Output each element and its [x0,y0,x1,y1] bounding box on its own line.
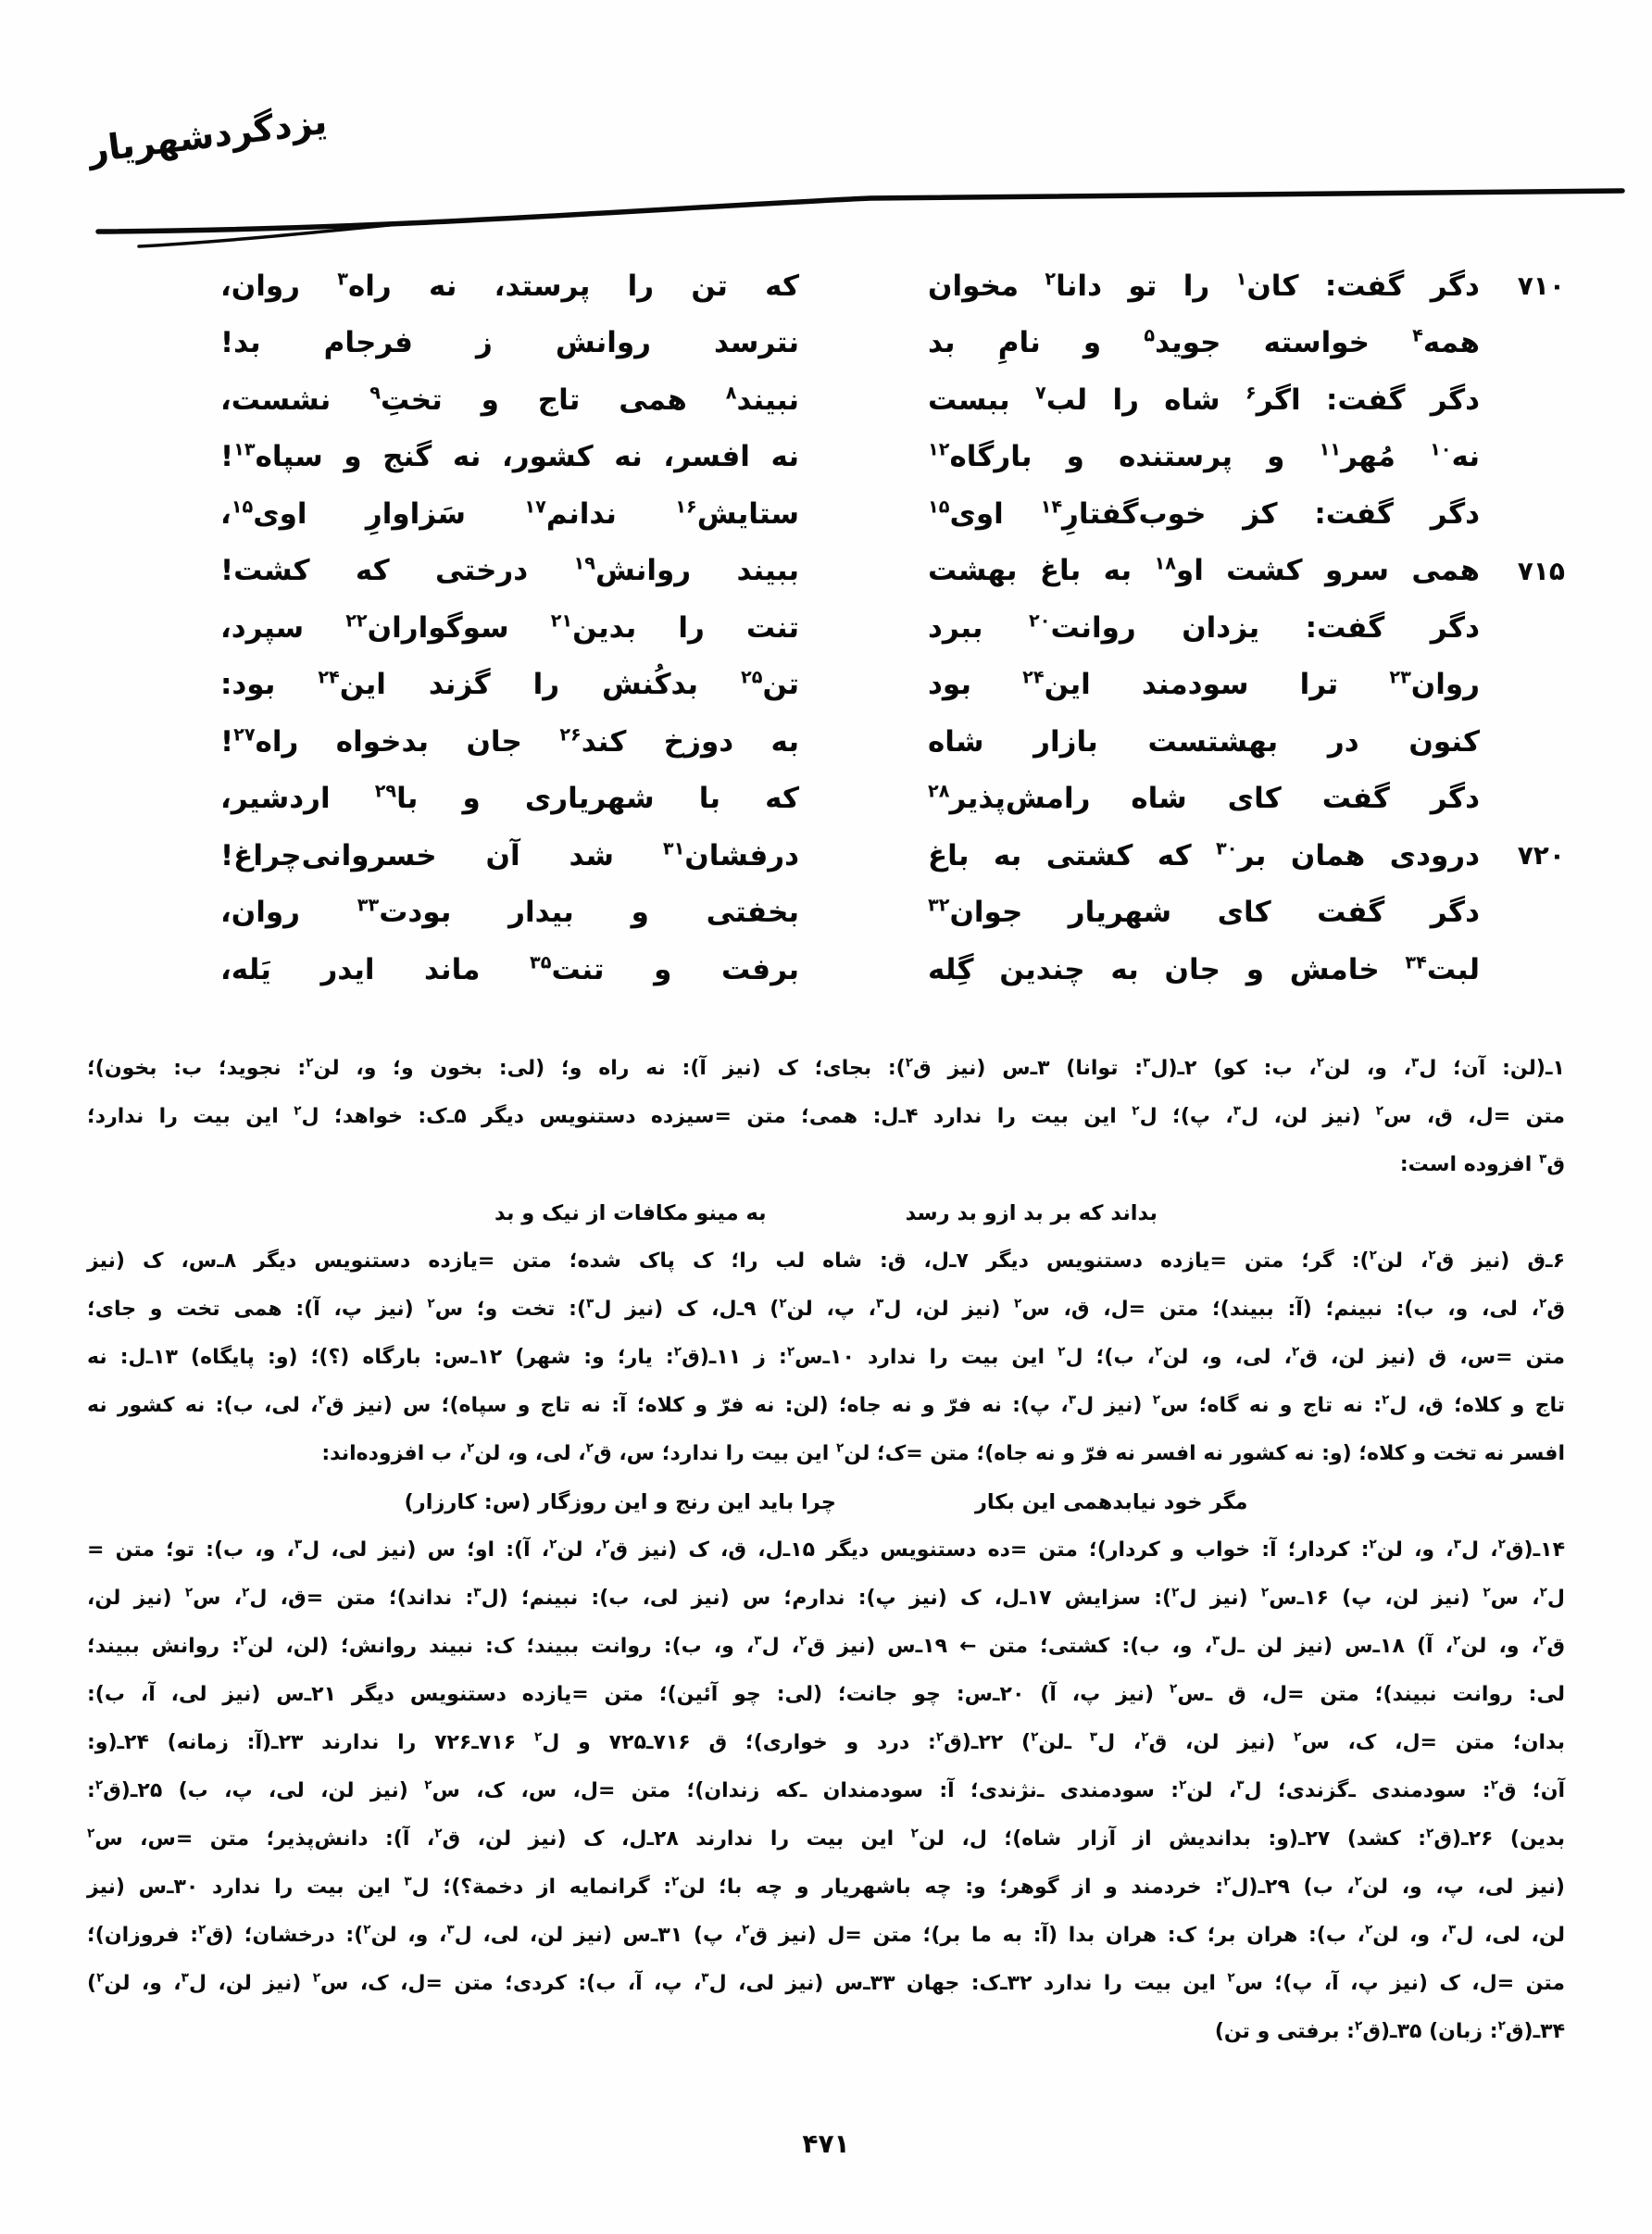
added-verse-second-hemistich: به مینو مکافات از نیک و بد [494,1201,767,1225]
footnote-line: ق$^۳$ افزوده است: [1399,1151,1565,1176]
footnote-added-verse [87,1189,1565,1237]
footnote-line: متن =ل، ق، س$^۲$ (نیز لن، ل$^۳$، پ)؛ ل$^۲$ این بیت را ندارد ۴ـ‌ل: همی؛ متن =سیزده دستنویس دیگر ۵ـ‌ک: خواهد؛ ل$^۲$ این بیت را ندارد؛ [87,1103,1565,1128]
footnote-line: آن؛ ق$^۲$: سودمندی ـ‌گزندی؛ ل$^۳$، لن$^۲$: سودمندی ـ‌نژندی؛ آ: سودمندان ـ‌که زندان)؛ متن =ل، س، ک، س$^۲$ (نیز لن، لی، پ، ب) ۲۵ـ(ق$^۲$: [87,1777,1566,1802]
second-hemistich: برفت و تنت$^{۳۵}$ ماند ایدر یَله، [220,951,799,986]
footnote-line: افسر نه تخت و کلاه؛ (و: نه کشور نه افسر نه فرّ و نه جاه)؛ متن =ک؛ لن$^۲$ این بیت را ندارد؛ س، ق$^۲$، لی، و، لن$^۲$، ب افزوده‌اند: [321,1440,1565,1465]
poem [220,257,1565,998]
footnote-line: متن =س، ق (نیز لن، ق$^۲$، لی، و، لن$^۲$، ب)؛ ل$^۲$ این بیت را ندارد ۱۰ـ‌س$^۲$: ز ۱۱ـ(ق$^۲$: یار؛ و: شهر) ۱۲ـ‌س: بارگاه (؟)؛ (و: پایگاه) ۱۳ـ‌ل: نه [87,1344,1565,1369]
first-hemistich: لبت$^{۳۴}$ خامش و جان به چندین گِله [928,951,1480,986]
verse-number: ۷۲۰ [1517,840,1565,872]
footnote-line: بدین) ۲۶ـ(ق$^۲$: کشد) ۲۷ـ(و: بداندیش از آزار شاه)؛ ل، لن$^۲$ این بیت را ندارند ۲۸ـ‌ل، ک (نیز لن، ق$^۲$، آ): دانش‌پذیر؛ متن =س، س$^۲$ [87,1826,1566,1851]
first-hemistich: دگر گفت کای شهریار جوان$^{۳۲}$ [928,894,1480,930]
second-hemistich: تنت را بدین$^{۲۱}$ سوگواران$^{۲۲}$ سپرد، [220,609,799,645]
second-hemistich: تن$^{۲۵}$ بدکُنش را گزند این$^{۲۴}$ بود: [220,666,799,702]
page-number: ۴۷۱ [802,2128,850,2159]
second-hemistich: که تن را پرستد، نه راه$^۳$ روان، [220,268,799,303]
verse-row [220,371,1565,429]
footnote-added-verse [87,1478,1565,1526]
verse-row [220,941,1565,998]
first-hemistich: دگر گفت کای شاه رامش‌پذیر$^{۲۸}$ [928,780,1480,816]
footnote-line: ۳۴ـ(ق$^۲$: زبان) ۳۵ـ(ق$^۲$: برفتی و تن) [1214,2018,1565,2043]
added-verse-first-hemistich: بداند که بر بد ازو بد رسد [905,1201,1158,1225]
verse-row [220,599,1565,657]
first-hemistich: دگر گفت: کز خوب‌گفتارِ$^{۱۴}$ اوی$^{۱۵}$ [928,496,1481,531]
second-hemistich: ستایش$^{۱۶}$ ندانم$^{۱۷}$ سَزاوارِ اوی$^{۱۵}$، [220,496,799,531]
first-hemistich: کنون در بهشتست بازار شاه [928,724,1480,759]
footnote-line: (نیز لی، پ، و، لن$^۲$، ب) ۲۹ـ(ل$^۲$: خردمند و از گوهر؛ و: چه باشهریار و چه با؛ لن$^۲$: گرانمایه از دخمة؟)؛ ل$^۳$ این بیت را ندارد ۳۰ـ‌س (نیز [87,1874,1565,1899]
footnote-line: ۶ـ‌ق (نیز ق$^۲$، لن$^۲$): گر؛ متن =یازده دستنویس دیگر ۷ـ‌ل، ق: شاه لب را؛ ک پاک شده؛ متن =یازده دستنویس دیگر ۸ـ‌س، ک (نیز [87,1248,1565,1273]
first-hemistich: دگر گفت: اگر$^۶$ شاه را لب$^۷$ ببست [928,382,1481,417]
verse-row [220,657,1565,714]
added-verse-second-hemistich: چرا باید این رنج و این روزگار (س: کارزار) [404,1490,836,1514]
first-hemistich: همی سرو کشت او$^{۱۸}$ به باغ بهشت [928,552,1480,588]
verse-number: ۷۱۵ [1517,555,1565,586]
verse-row [220,429,1565,486]
verse-number: ۷۱۰ [1517,270,1565,302]
second-hemistich: نترسد روانش ز فرجام بد! [220,326,799,360]
first-hemistich: دگر گفت: یزدان روانت$^{۲۰}$ ببرد [928,609,1480,645]
footnote-line: ۱ـ(لن: آن؛ ل$^۳$، و، لن$^۲$، ب: کو) ۲ـ(ل$^۳$: توانا) ۳ـ‌س (نیز ق$^۲$): بجای؛ ک (نیز آ): نه راه و؛ (لی: بخون و؛ و، لن$^۲$: نجوید؛ ب: بخون)؛ [87,1055,1565,1080]
second-hemistich: بخفتی و بیدار بودت$^{۳۳}$ روان، [220,894,799,930]
footnote-line: متن =ل، ک (نیز پ، آ، پ)؛ س$^۲$ این بیت را ندارد ۳۲ـ‌ک: جهان ۳۳ـ‌س (نیز لی، ل$^۳$، پ، آ، ب): کردی؛ متن =ل، ک، س$^۲$ (نیز لن، ل$^۳$، و، لن$^۲$) [87,1970,1565,1995]
second-hemistich: نه افسر، نه کشور، نه گنج و سپاه$^{۱۳}$! [220,438,799,474]
first-hemistich: همه$^۴$ خواسته جوید$^۵$ و نامِ بد [928,324,1480,360]
first-hemistich: درودی همان بر$^{۳۰}$ که کشتی به باغ [928,837,1481,872]
second-hemistich: که با شهریاری و با$^{۲۹}$ اردشیر، [220,780,799,816]
second-hemistich: به دوزخ کند$^{۲۶}$ جان بدخواه راه$^{۲۷}$! [220,723,799,759]
first-hemistich: روان$^{۲۳}$ ترا سودمند این$^{۲۴}$ بود [928,666,1480,702]
footnote-line: ۱۴ـ(ق$^۲$، ل$^۳$، و، لن$^۲$: کردار؛ آ: خواب و کردار)؛ متن =ده دستنویس دیگر ۱۵ـ‌ل، ق، ک (نیز ق$^۲$، لن$^۲$، آ): او؛ س (نیز لی، ل$^۳$، و، ب): تو؛ متن = [87,1537,1565,1562]
first-hemistich: نه$^{۱۰}$ مُهر$^{۱۱}$ و پرستنده و بارگاه$^{۱۲}$ [928,438,1480,474]
verse-row [220,543,1565,600]
verse-row [220,257,1565,315]
verse-row [220,315,1565,372]
second-hemistich: درفشان$^{۳۱}$ شد آن خسروانی‌چراغ! [220,837,799,872]
added-verse-first-hemistich: مگر خود نیابدهمی این بکار [974,1490,1248,1514]
footnote-line: ق$^۲$، و، لن$^۲$، آ) ۱۸ـ‌س (نیز لن ـ‌ل$^۳$، و، ب): کشتی؛ متن ← ۱۹ـ‌س (نیز ق$^۲$، ل$^۳$، و، ب): روانت ببیند؛ ک: نبیند روانش؛ (لن، لن$^۲$: روانش ببیند؛ [87,1633,1565,1658]
second-hemistich: ببیند روانش$^{۱۹}$ درختی که کشت! [220,552,799,588]
footnote-line: ل$^۲$، س$^۲$ (نیز لن، پ) ۱۶ـ‌س$^۲$ (نیز ل$^۲$): سزایش ۱۷ـ‌ل، ک (نیز پ): ندارم؛ س (نیز لی، ب): نبینم؛ (ل$^۳$: نداند)؛ متن =ق، ل$^۲$، س$^۲$ (نیز لن، [87,1585,1566,1610]
verse-row [220,485,1565,543]
first-hemistich: دگر گفت: کان$^۱$ را تو دانا$^۲$ مخوان [928,268,1480,303]
second-hemistich: نبیند$^۸$ همی تاج و تختِ$^۹$ نشست، [220,382,799,417]
verse-row [220,771,1565,828]
footnotes [87,1045,1565,2056]
verse-row [220,713,1565,771]
footnote-line: ق$^۲$، لی، و، ب): نبینم؛ (آ: ببیند)؛ متن =ل، ق، س$^۲$ (نیز لن، ل$^۳$، پ، لن$^۲$) ۹ـ‌ل، ک (نیز ل$^۳$): تخت و؛ س$^۲$ (نیز پ، آ): همی تخت و جای؛ [87,1296,1566,1321]
verse-row [220,827,1565,885]
footnote-line: تاج و کلاه؛ ق، ل$^۲$: نه تاج و نه گاه؛ س$^۲$ (نیز ل$^۳$، پ): نه فرّ و نه جاه؛ (لن: نه فرّ و کلاه؛ آ: نه تاج و سپاه)؛ س (نیز ق$^۲$، لی، ب): نه کشور نه [87,1392,1565,1417]
footnote-line: بدان؛ متن =ل، ک، س$^۲$ (نیز لن، ق$^۲$، ل$^۳$ ـ‌لن$^۲$) ۲۲ـ(ق$^۲$: درد و خواری)؛ ق ۷۱۶ـ۷۲۵ و ل$^۲$ ۷۱۶ـ۷۲۶ را ندارند ۲۳ـ(آ: زمانه) ۲۴ـ(و: [87,1729,1565,1754]
running-head-title: یزدگردشهریار [85,100,330,170]
verse-row [220,885,1565,942]
footnote-line: لی: روانت نبیند)؛ متن =ل، ق ـ‌س$^۲$ (نیز پ، آ) ۲۰ـ‌س: چو جانت؛ (لی: چو آئین)؛ متن =یازده دستنویس دیگر ۲۱ـ‌س (نیز لی، آ، ب): [87,1681,1566,1706]
footnote-line: لن، لی، ل$^۳$، و، لن$^۲$، ب): هران بر؛ ک: هران بدا (آ: به ما بر)؛ متن =ل (نیز ق$^۲$، پ) ۳۱ـ‌س (نیز لن، لی، ل$^۳$، و، لن$^۲$): درخشان؛ (ق$^۲$: فروزان)؛ [87,1922,1565,1947]
